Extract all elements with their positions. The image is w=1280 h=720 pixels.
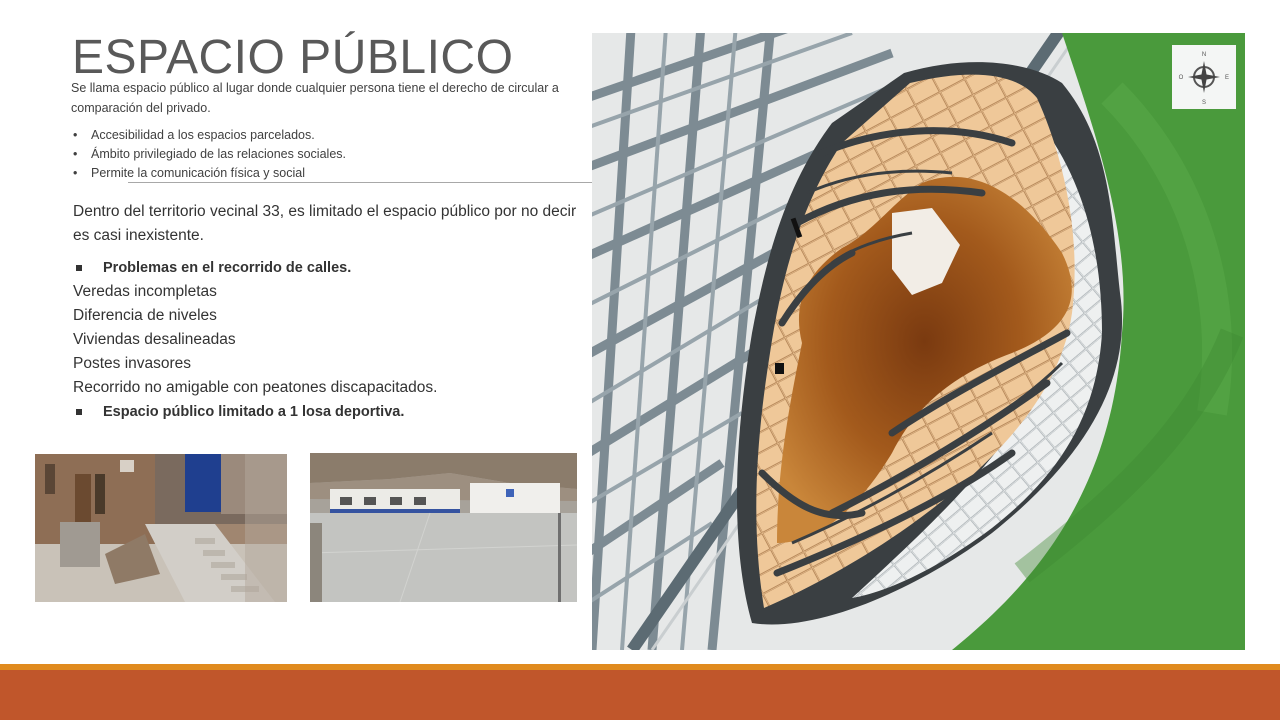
problem-item: Recorrido no amigable con peatones discapacitados.: [73, 379, 438, 396]
problems-heading: Problemas en el recorrido de calles.: [73, 256, 593, 280]
problem-item: Postes invasores: [73, 355, 192, 372]
closing-point: Espacio público limitado a 1 losa deportiva.: [73, 400, 593, 424]
problem-item: Veredas incompletas: [73, 283, 217, 300]
bullet-item: • Ámbito privilegiado de las relaciones sociales.: [72, 145, 592, 164]
street-stairs-photo: [35, 454, 287, 602]
problem-item: Diferencia de niveles: [73, 307, 217, 324]
bullet-item: • Accesibilidad a los espacios parcelados.: [72, 126, 592, 145]
problem-item: Viviendas desalineadas: [73, 331, 236, 348]
sports-slab-photo: [310, 453, 577, 602]
body-text-block: [73, 200, 593, 424]
intro-text: Se llama espacio público al lugar donde cualquier persona tiene el derecho de circular a comparación del privado.: [71, 81, 559, 115]
compass-rose: [1172, 45, 1236, 109]
compass-north-label: N: [1201, 52, 1207, 58]
compass-east-label: E: [1224, 75, 1230, 81]
footer-bar: [0, 670, 1280, 720]
problems-list: [73, 256, 593, 424]
compass-west-label: O: [1178, 75, 1184, 81]
feature-bullet-list: [72, 126, 592, 183]
slide-title: ESPACIO PÚBLICO: [72, 31, 514, 84]
territory-map: [592, 33, 1245, 650]
divider-line: [128, 182, 592, 183]
compass-south-label: S: [1201, 100, 1207, 106]
bullet-item: • Permite la comunicación física y social: [72, 164, 592, 183]
territory-paragraph: Dentro del territorio vecinal 33, es limitado el espacio público por no decir es casi inexistente.: [73, 203, 577, 244]
